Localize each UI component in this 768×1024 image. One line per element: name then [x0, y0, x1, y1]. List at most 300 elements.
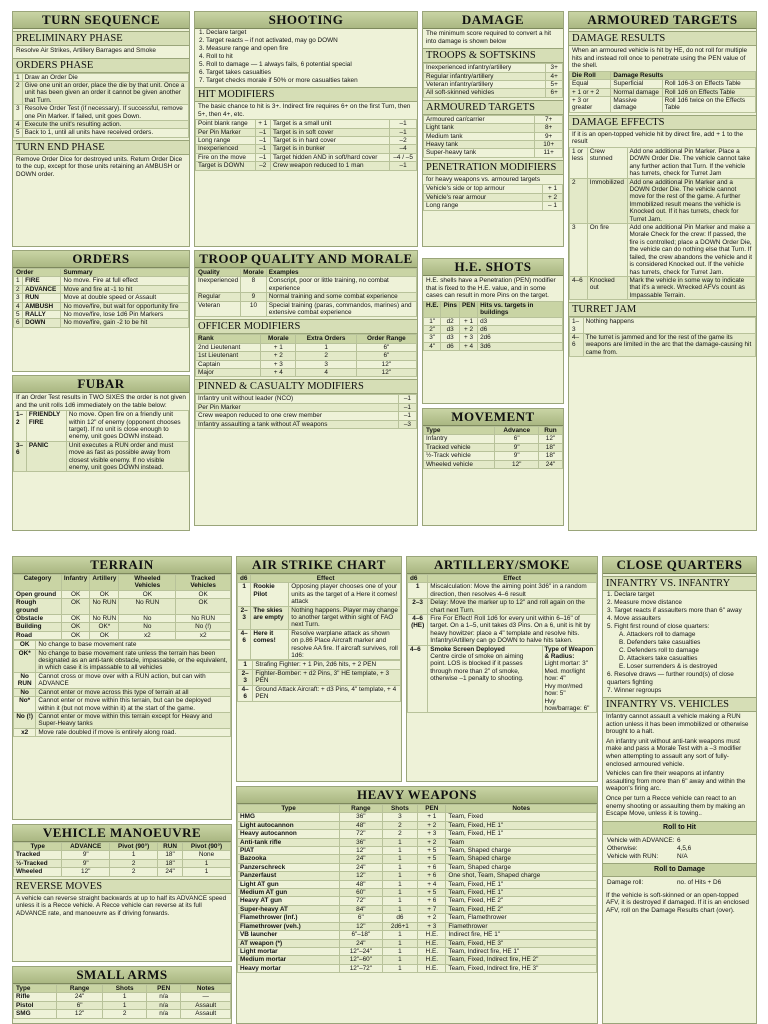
order-row [14, 277, 189, 285]
cq-step-text: Target reacts if assaulters more than 6" away [614, 607, 742, 614]
artillery-table [407, 574, 597, 713]
troop-damage-row-cell: 3+ [546, 64, 563, 72]
shooting-steps [195, 29, 417, 85]
movement-row-cell: 6" [495, 435, 539, 443]
officer-row-cell: + 1 [261, 343, 296, 351]
artillery-row-cell: Fire For Effect! Roll 1d6 for every unit within 6–16" of target. On a 1–5, unit takes d3 Pins. On a 6, unit is hit by heavy howitzer: place a 4" template and resolve hits. Infantry/Artillery can go DOWN to halve hits taken. [428, 615, 597, 646]
officer-row-cell: + 2 [261, 352, 296, 360]
terrain-note-row-cell: No (!) [14, 712, 36, 728]
terrain-row-cell: OK [176, 599, 231, 615]
armour-damage-row [424, 132, 563, 140]
damage-result-row-cell: Roll 1d6 twice on the Effects Table [662, 97, 755, 113]
terrain-note-row-cell: Cannot enter or move within this terrain except for Heavy and Super-Heavy tanks [36, 712, 231, 728]
damage-roll-line [603, 879, 756, 887]
fubar-panel [12, 375, 190, 531]
terrain-title: TERRAIN [13, 557, 231, 574]
damage-effects-intro: If it is an open-topped vehicle hit by direct fire, add + 1 to the result [572, 130, 744, 146]
terrain-note-row-cell: Cannot enter or move across this type of terrain at all [36, 688, 231, 696]
smoke-roll: 4–6 [408, 645, 428, 713]
air-strike-sub-row [238, 685, 401, 701]
terrain-row [14, 623, 231, 631]
turret-jam-row-cell: Nothing happens [583, 318, 755, 334]
air-strike-subtable [237, 660, 401, 701]
small-arms-row-cell: 1 [103, 1001, 146, 1009]
hit-modifier-row [196, 153, 417, 161]
pinned-modifiers-table [195, 394, 417, 429]
damage-effect-row-cell: Add one additional Pin Marker and a DOWN Order Die. The vehicle cannot move for the rest of the game. A further Immobilized result means the vehicle is Knocked out. If it has turrets, check for Turret Jam. [627, 178, 756, 223]
troop-damage-row [424, 72, 563, 80]
movement-row-cell: Wheeled vehicle [424, 460, 495, 468]
order-row-cell: Move at double speed or Assault [61, 294, 189, 302]
turret-jam-table [569, 317, 756, 357]
tq-head-cell: Quality [196, 269, 241, 277]
hit-modifier-row [196, 120, 417, 128]
heavy-weapon-row-cell: Team, Fixed, HE 1" [446, 880, 597, 888]
air-strike-row-cell: 1 [238, 583, 251, 606]
quality-row [196, 277, 417, 293]
order-row-cell: 1 [14, 277, 23, 285]
he-row-cell: d3 [441, 334, 460, 342]
step-number: 6. [199, 69, 206, 76]
damage-roll-value: no. of Hits + D6 [677, 878, 722, 886]
quality-row-cell: Normal training and some combat experience [266, 293, 416, 301]
small-arms-row-cell: Assault [181, 1001, 231, 1009]
armour-damage-row-cell: Light tank [424, 124, 535, 132]
damage-roll-label: Damage roll: [607, 878, 644, 886]
hit-modifier-row-cell: –1 [255, 153, 270, 161]
air-strike-sub-row-cell: 4–6 [238, 685, 253, 701]
turn-sequence-title: TURN SEQUENCE [13, 12, 189, 29]
he-row-cell: + 2 [459, 326, 477, 334]
orders-phase-step-cell: 5 [14, 129, 23, 137]
hit-line [603, 853, 756, 861]
results-head-roll: Die Roll [570, 71, 611, 79]
heavy-weapons-title: HEAVY WEAPONS [237, 787, 597, 804]
hit-value: 4,5,6 [677, 844, 692, 852]
he-shots-intro: H.E. shells have a Penetration (PEN) modifier that is fixed to the H.E. value, and in some cases can result in more Pins on the target. [426, 277, 556, 300]
vm-row [14, 851, 231, 859]
hit-label: Vehicle with RUN: [607, 852, 659, 860]
he-row-cell: 2" [424, 326, 441, 334]
heavy-weapon-row-cell: 2d6+1 [382, 922, 418, 930]
heavy-weapon-row-cell: 36" [340, 838, 382, 846]
fubar-row [14, 441, 189, 472]
air-strike-row-cell: The skies are empty [251, 606, 289, 629]
radius-title: Type of Weapon & Radius: [544, 645, 594, 661]
heavy-weapon-row-cell: 6" [340, 914, 382, 922]
hit-modifier-row-cell: Target hidden AND in soft/hard cover [270, 153, 389, 161]
he-row-cell: + 4 [459, 342, 477, 350]
heavy-weapon-row-cell: 1 [382, 897, 418, 905]
terrain-row-cell: OK [61, 590, 89, 598]
heavy-weapon-row-cell: 1 [382, 964, 418, 972]
penetration-row-cell: Vehicle's rear armour [424, 193, 543, 201]
damage-result-row-cell: Roll 1d6 on Effects Table [662, 88, 755, 96]
cq-step-number: 3. [607, 607, 614, 614]
pin-modifier-row-cell: Crew weapon reduced to one crew member [196, 412, 399, 420]
heavy-weapon-row [238, 956, 597, 964]
heavy-weapon-row-cell: 1 [382, 855, 418, 863]
heavy-weapon-row [238, 905, 597, 913]
hw-head-cell: Shots [382, 805, 418, 813]
cq-step-number: 1. [607, 591, 615, 598]
air-strike-sub-row-cell: Ground Attack Aircraft: + d3 Pins, 4" template, + 4 PEN [253, 685, 401, 701]
heavy-weapon-row-cell: 12" [340, 847, 382, 855]
vm-row-cell: 1 [183, 868, 231, 876]
air-head-effect: Effect [251, 575, 401, 583]
fubar-row-cell: No move. Open fire on a friendly unit within 12" of enemy (opponent chooses target). If no unit is close enough to enemy, unit goes DOWN instead. [66, 411, 188, 442]
he-row-cell: + 3 [459, 334, 477, 342]
troop-damage-row-cell: Veteran infantry/artillery [424, 81, 546, 89]
heavy-weapon-row [238, 922, 597, 930]
heavy-weapon-row-cell: Team [446, 838, 597, 846]
cq-step [603, 607, 756, 615]
terrain-row-cell: OK [61, 599, 89, 615]
movement-row-cell: ½-Track vehicle [424, 452, 495, 460]
heavy-weapon-row-cell: Team, Indirect fire, HE 1" [446, 947, 597, 955]
he-row-cell: 3" [424, 334, 441, 342]
air-strike-row [238, 583, 401, 606]
orders-phase-step-cell: 3 [14, 105, 23, 121]
terrain-head-cell: Category [14, 575, 62, 591]
reverse-moves-title: REVERSE MOVES [13, 879, 231, 894]
ivv-paragraph: Vehicles can fire their weapons at infantry assaulting from more than 6" away and within the weapon's firing arc. [606, 770, 746, 793]
artillery-row [408, 583, 597, 599]
pin-modifier-row [196, 412, 417, 420]
tq-head-cell: Examples [266, 269, 416, 277]
art-head-d6: d6 [408, 575, 428, 583]
heavy-weapon-row [238, 897, 597, 905]
heavy-weapon-row [238, 889, 597, 897]
artillery-panel [406, 556, 598, 782]
step-text: Target reacts – if not activated, may go DOWN [206, 37, 338, 44]
penetration-row-cell: + 1 [542, 185, 562, 193]
air-strike-row-cell: 4–6 [238, 629, 251, 660]
artillery-title: ARTILLERY/SMOKE [407, 557, 597, 574]
officer-row-cell: 6" [356, 352, 416, 360]
heavy-weapon-row-cell: 1 [382, 956, 418, 964]
quality-row-cell: 8 [241, 277, 267, 293]
he-row-cell: d6 [441, 342, 460, 350]
terrain-note-row-cell: Move rate doubled if move is entirely along road. [36, 728, 231, 736]
terrain-row-cell: OK [61, 623, 89, 631]
terrain-note-row [14, 712, 231, 728]
penetration-modifiers-title: PENETRATION MODIFIERS [423, 160, 563, 175]
officer-row-cell: 2 [296, 352, 356, 360]
damage-effect-row [570, 224, 756, 277]
troop-damage-row-cell: 4+ [546, 72, 563, 80]
radius-item: Med. mor/light how: 4" [544, 667, 586, 683]
troop-damage-row-cell: 5+ [546, 81, 563, 89]
small-arms-row-cell: — [181, 993, 231, 1001]
order-row-cell: AMBUSH [23, 302, 61, 310]
armour-damage-row [424, 149, 563, 157]
heavy-weapon-row-cell: 12" [340, 872, 382, 880]
heavy-weapon-row-cell: 24" [340, 863, 382, 871]
order-row-cell: No move/fire, but wait for opportunity fire [61, 302, 189, 310]
air-strike-row [238, 629, 401, 660]
heavy-weapon-row-cell: Light AT gun [238, 880, 340, 888]
heavy-weapon-row-cell: 2 [382, 821, 418, 829]
heavy-weapon-row-cell: + 6 [418, 872, 446, 880]
hit-modifier-row-cell: –1 [390, 120, 417, 128]
step-number: 7. [199, 77, 206, 84]
officer-head-cell: Morale [261, 335, 296, 343]
terrain-note-row-cell: No RUN [14, 672, 36, 688]
cq-substeps [603, 631, 756, 671]
turret-jam-title: TURRET JAM [569, 302, 756, 317]
movement-row-cell: 9" [495, 443, 539, 451]
terrain-note-row-cell: No change to base movement rate unless the terrain has been designated as an anti-tank obstacle, impassable, or the equivalent, in which case it is impassable to all vehicles [36, 649, 231, 672]
heavy-weapon-row [238, 964, 597, 972]
armoured-targets-title: ARMOURED TARGETS [569, 12, 756, 29]
air-strike-sub-row-cell: 1 [238, 661, 253, 669]
artillery-row-cell: 2–3 [408, 599, 428, 615]
armour-damage-row-cell: 8+ [535, 124, 563, 132]
vm-row-cell: 9" [62, 851, 110, 859]
quality-row-cell: Conscript, poor or little training, no combat experience [266, 277, 416, 293]
terrain-row-cell: OK* [90, 623, 119, 631]
officer-row [196, 352, 417, 360]
vm-head-cell: Pivot (90°) [110, 843, 158, 851]
heavy-weapon-row-cell: Team, Fixed [446, 813, 597, 821]
hit-modifier-row-cell: Fire on the move [196, 153, 256, 161]
quality-row-cell: 9 [241, 293, 267, 301]
turret-jam-row-cell: 1–3 [570, 318, 584, 334]
terrain-note-row [14, 672, 231, 688]
vm-row-cell: 24" [158, 868, 183, 876]
heavy-weapon-row-cell: 72" [340, 830, 382, 838]
heavy-weapon-row-cell: 12"–72" [340, 964, 382, 972]
heavy-weapon-row-cell: 1 [382, 947, 418, 955]
small-arms-row [14, 1001, 231, 1009]
air-strike-sub-row-cell: Fighter-Bomber: + d2 Pins, 3" HE template, + 3 PEN [253, 669, 401, 685]
fubar-row-cell: 1–2 [14, 411, 27, 442]
orders-title: ORDERS [13, 251, 189, 268]
damage-result-row-cell: Massive damage [611, 97, 662, 113]
orders-phase-step [14, 105, 189, 121]
air-strike-row-cell: Resolve warplane attack as shown on p.86 Place Aircraft marker and resolve AA fire. If aircraft survives, roll 1d6: [289, 629, 401, 660]
small-arms-row-cell: 1 [103, 993, 146, 1001]
order-row-cell: ADVANCE [23, 285, 61, 293]
hit-modifier-row-cell: Crew weapon reduced to 1 man [270, 162, 389, 170]
armour-damage-row-cell: 7+ [535, 115, 563, 123]
hit-modifier-row-cell: –1 [255, 137, 270, 145]
cq-step-number: 7. [607, 687, 615, 694]
shooting-panel [194, 11, 418, 247]
he-row-cell: d2 [441, 317, 460, 325]
damage-effect-row-cell: Crew stunned [587, 148, 627, 179]
heavy-weapon-row-cell: 84" [340, 905, 382, 913]
terrain-note-row [14, 641, 231, 649]
quality-row [196, 293, 417, 301]
shooting-step [195, 29, 417, 37]
damage-effect-row-cell: Immobilized [587, 178, 627, 223]
turret-jam-row-cell: The turret is jammed and for the rest of the game its weapons are limited in the arc that the damage-causing hit came from. [583, 333, 755, 356]
turret-jam-row-cell: 4–6 [570, 333, 584, 356]
he-row-cell: 1" [424, 317, 441, 325]
step-text: Declare target [206, 29, 247, 36]
he-row-cell: 4" [424, 342, 441, 350]
shooting-step [195, 53, 417, 61]
he-row [424, 334, 563, 342]
hit-modifier-row-cell: Per Pin Marker [196, 128, 256, 136]
movement-table [423, 426, 563, 469]
heavy-weapon-row-cell: 24" [340, 939, 382, 947]
heavy-weapon-row-cell: Team, Fixed, HE 2" [446, 905, 597, 913]
artillery-row-cell: 1 [408, 583, 428, 599]
hit-modifier-row-cell: –4 / –5 [390, 153, 417, 161]
heavy-weapon-row-cell: Team, Fixed, HE 2" [446, 897, 597, 905]
cq-step [603, 615, 756, 623]
pin-modifier-row [196, 420, 417, 428]
small-arms-row-cell: Assault [181, 1010, 231, 1018]
heavy-weapon-row-cell: + 2 [418, 914, 446, 922]
heavy-weapon-row-cell: Flamethrower (Inf.) [238, 914, 340, 922]
artillery-row [408, 615, 597, 646]
pin-modifier-row [196, 403, 417, 411]
hit-modifier-row [196, 137, 417, 145]
troops-softskins-table [423, 63, 563, 98]
smoke-title: Smoke Screen Deployed [430, 645, 505, 653]
heavy-weapon-row-cell: + 5 [418, 889, 446, 897]
he-row [424, 326, 563, 334]
pin-modifier-row-cell: Infantry assaulting a tank without AT weapons [196, 420, 399, 428]
troops-softskins-title: TROOPS & SOFTSKINS [423, 48, 563, 63]
orders-phase-step [14, 82, 189, 105]
heavy-weapon-row-cell: Flamethrower [446, 922, 597, 930]
roll-to-hit-title: Roll to Hit [603, 821, 756, 835]
hw-head-cell: Range [340, 805, 382, 813]
results-head-results: Damage Results [611, 71, 756, 79]
movement-row-cell: 12" [538, 435, 562, 443]
heavy-weapon-row-cell: H.E. [418, 939, 446, 947]
hit-modifier-row-cell: –1 [390, 128, 417, 136]
heavy-weapon-row [238, 830, 597, 838]
hit-value: N/A [677, 852, 688, 860]
heavy-weapon-row-cell: Team, Fixed, HE 1" [446, 830, 597, 838]
vm-row [14, 868, 231, 876]
armour-damage-row [424, 115, 563, 123]
heavy-weapon-row-cell: + 5 [418, 855, 446, 863]
cq-step [603, 671, 756, 687]
cq-step [603, 623, 756, 631]
cq-substep: C. Defenders roll to damage [619, 647, 699, 654]
officer-row-cell: 12" [356, 369, 416, 377]
damage-result-row [570, 88, 756, 96]
pin-modifier-row-cell: –1 [398, 395, 416, 403]
terrain-row-cell: OK [61, 631, 89, 639]
ivv-paragraph: Infantry cannot assault a vehicle making a RUN action unless it has been immobilized or otherwise brought to a halt. [606, 713, 749, 736]
penetration-row-cell: Long range [424, 202, 543, 210]
turn-end-phase-text: Remove Order Dice for destroyed units. Return Order Dice to the cup, except for those units retaining an AMBUSH or DOWN order. [16, 155, 183, 179]
heavy-weapon-row-cell: Team, Fixed, HE 1" [446, 889, 597, 897]
heavy-weapon-row-cell: Heavy mortar [238, 964, 340, 972]
armour-damage-row-cell: Medium tank [424, 132, 535, 140]
hw-head-cell: Notes [446, 805, 597, 813]
damage-effects-table [569, 147, 756, 300]
heavy-weapon-row-cell: 1 [382, 931, 418, 939]
cq-step-text: Declare target [614, 591, 655, 598]
pin-modifier-row-cell: Per Pin Marker [196, 403, 399, 411]
hw-head-cell: Type [238, 805, 340, 813]
infantry-vs-vehicles-title: INFANTRY VS. VEHICLES [603, 697, 756, 712]
orders-phase-step-cell: Back to 1, until all units have received orders. [22, 129, 188, 137]
heavy-weapon-row-cell: + 6 [418, 863, 446, 871]
heavy-weapon-row-cell: 48" [340, 821, 382, 829]
fubar-title: FUBAR [13, 376, 189, 393]
radius-item: Hvy how/barrage: 6" [544, 697, 590, 712]
terrain-note-row-cell: x2 [14, 728, 36, 736]
damage-effect-row-cell: Knocked out [587, 276, 627, 299]
cq-step-number: 2. [607, 599, 615, 606]
step-number: 5. [199, 61, 207, 68]
shooting-step [195, 61, 417, 69]
heavy-weapon-row-cell: d6 [382, 914, 418, 922]
officer-row [196, 360, 417, 368]
terrain-head-cell: Wheeled Vehicles [119, 575, 176, 591]
order-row-cell: No move/fire, gain -2 to be hit [61, 319, 189, 327]
heavy-weapon-row-cell: + 2 [418, 821, 446, 829]
terrain-head-cell: Infantry [61, 575, 89, 591]
orders-phase-step-cell: Give one unit an order, place the die by that unit. Once a unit has been given an order it cannot be given another that Turn. [22, 82, 188, 105]
cq-steps [603, 591, 756, 695]
cq-step [603, 591, 756, 599]
heavy-weapon-row-cell: 12" [340, 922, 382, 930]
movement-panel [422, 408, 564, 526]
heavy-weapon-row-cell: AT weapon (*) [238, 939, 340, 947]
order-row [14, 294, 189, 302]
heavy-weapon-row-cell: Team, Shaped charge [446, 855, 597, 863]
orders-table [13, 268, 189, 328]
damage-effect-row-cell: 4–6 [570, 276, 588, 299]
pin-modifier-row-cell: –1 [398, 403, 416, 411]
terrain-head-cell: Artillery [90, 575, 119, 591]
movement-row [424, 452, 563, 460]
orders-phase-step-cell: 4 [14, 121, 23, 129]
roll-to-damage-title: Roll to Damage [603, 863, 756, 877]
heavy-weapon-row [238, 939, 597, 947]
heavy-weapon-row-cell: PIAT [238, 847, 340, 855]
fubar-row-cell: FRIENDLY FIRE [26, 411, 66, 442]
heavy-weapon-row-cell: Super-heavy AT [238, 905, 340, 913]
preliminary-phase-text: Resolve Air Strikes, Artillery Barrages and Smoke [16, 47, 156, 54]
terrain-row-cell: OK [90, 631, 119, 639]
troop-damage-row-cell: 6+ [546, 89, 563, 97]
armour-damage-row-cell: Armoured car/carrier [424, 115, 535, 123]
tq-head-cell: Morale [241, 269, 267, 277]
heavy-weapon-row [238, 872, 597, 880]
movement-row-cell: 18" [538, 452, 562, 460]
heavy-weapons-panel [236, 786, 598, 1024]
smoke-text: Centre circle of smoke on aiming point. LOS is blocked if it passes through more than 2" of smoke, otherwise –1 penalty to shooting. [430, 653, 524, 683]
movement-row-cell: 9" [495, 452, 539, 460]
heavy-weapon-row-cell: + 4 [418, 880, 446, 888]
heavy-weapon-row-cell: Heavy AT gun [238, 897, 340, 905]
small-arms-row-cell: n/a [146, 993, 181, 1001]
terrain-row-cell: OK [61, 615, 89, 623]
orders-phase-step-cell: Resolve Order Test (if necessary). If successful, remove one Pin Marker. If failed, unit goes Down. [22, 105, 188, 121]
close-quarters-final: If the vehicle is soft-skinned or an open-topped AFV, it is destroyed if damaged. If it is an enclosed AFV, roll on the Damage Results chart (over). [606, 891, 749, 914]
vm-row-cell: ½-Tracked [14, 859, 62, 867]
air-strike-row-cell: Here it comes! [251, 629, 289, 660]
vm-head-cell: Pivot (90°) [183, 843, 231, 851]
troop-quality-panel [194, 250, 418, 526]
damage-title: DAMAGE [423, 12, 563, 29]
fubar-row-cell: 3–6 [14, 441, 27, 472]
air-strike-panel [236, 556, 402, 782]
step-number: 1. [199, 29, 207, 36]
